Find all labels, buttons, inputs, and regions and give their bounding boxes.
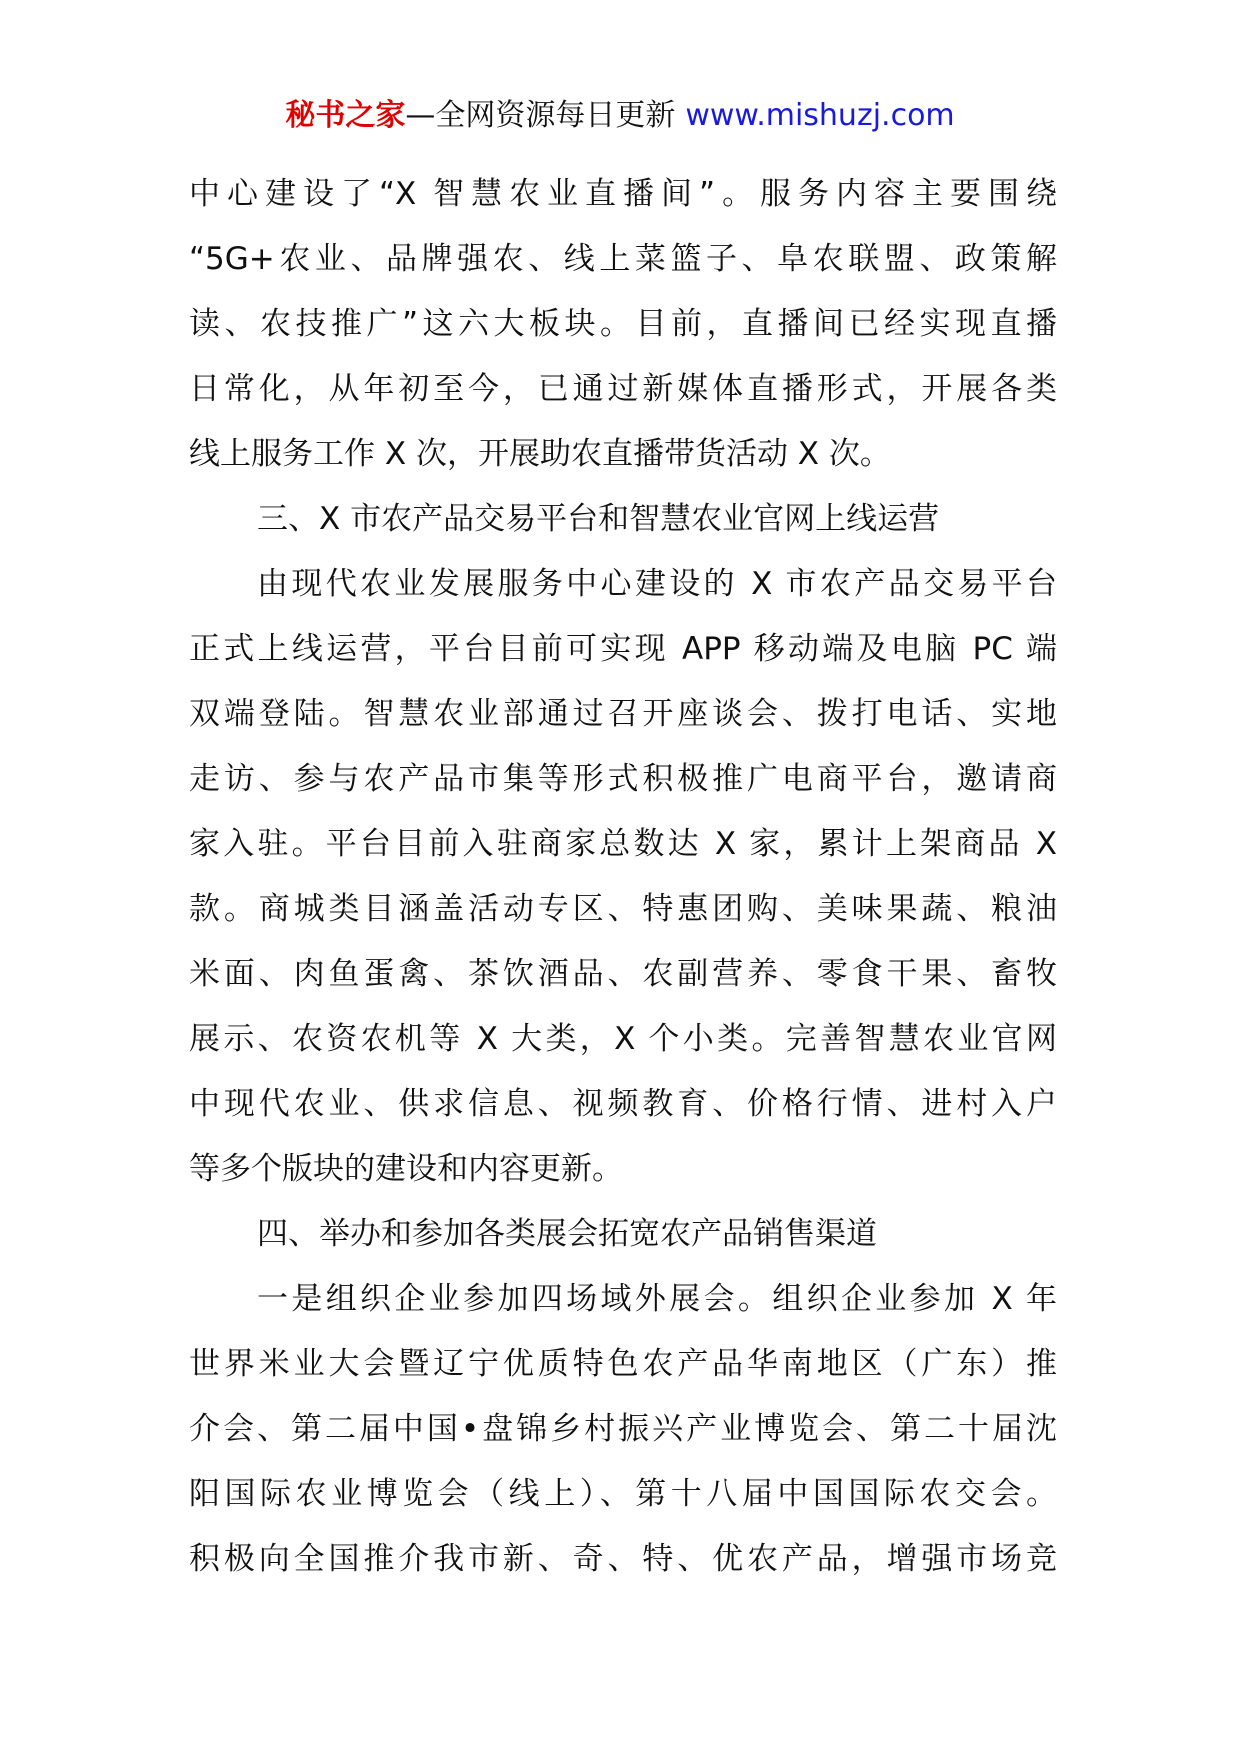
- body-line: 读、农技推广”这六大板块。目前，直播间已经实现直播: [189, 306, 1057, 342]
- body-line: “5G+农业、品牌强农、线上菜篮子、阜农联盟、政策解: [189, 241, 1057, 277]
- body-line: 走访、参与农产品市集等形式积极推广电商平台，邀请商: [189, 761, 1057, 797]
- site-tagline: —全网资源每日更新: [405, 98, 676, 133]
- body-line: 中心建设了“X 智慧农业直播间”。服务内容主要围绕: [189, 176, 1057, 212]
- site-brand: 秘书之家: [285, 98, 406, 133]
- body-line: 米面、肉鱼蛋禽、茶饮酒品、农副营养、零食干果、畜牧: [189, 956, 1057, 992]
- body-line: 阳国际农业博览会（线上）、第十八届中国国际农交会。: [189, 1476, 1057, 1512]
- site-url-link[interactable]: www.mishuzj.com: [685, 98, 955, 133]
- body-line: 线上服务工作 X 次，开展助农直播带货活动 X 次。: [189, 436, 891, 472]
- body-line: 由现代农业发展服务中心建设的 X 市农产品交易平台: [257, 566, 1057, 602]
- body-line: 家入驻。平台目前入驻商家总数达 X 家，累计上架商品 X: [189, 826, 1057, 862]
- site-header: [0, 96, 1240, 136]
- body-line: 介会、第二届中国•盘锦乡村振兴产业博览会、第二十届沈: [189, 1411, 1057, 1447]
- body-line: 款。商城类目涵盖活动专区、特惠团购、美味果蔬、粮油: [189, 891, 1057, 927]
- body-line: 正式上线运营，平台目前可实现 APP 移动端及电脑 PC 端: [189, 631, 1057, 667]
- body-line: 等多个版块的建设和内容更新。: [189, 1151, 623, 1187]
- body-line: 一是组织企业参加四场域外展会。组织企业参加 X 年: [257, 1281, 1057, 1317]
- body-line: 日常化，从年初至今，已通过新媒体直播形式，开展各类: [189, 371, 1057, 407]
- body-line: 展示、农资农机等 X 大类，X 个小类。完善智慧农业官网: [189, 1021, 1057, 1057]
- body-line: 双端登陆。智慧农业部通过召开座谈会、拨打电话、实地: [189, 696, 1057, 732]
- body-line: 积极向全国推介我市新、奇、特、优农产品，增强市场竞: [189, 1541, 1057, 1577]
- section-heading-3: 三、X 市农产品交易平台和智慧农业官网上线运营: [257, 501, 940, 537]
- body-line: 世界米业大会暨辽宁优质特色农产品华南地区（广东）推: [189, 1346, 1057, 1382]
- body-line: 中现代农业、供求信息、视频教育、价格行情、进村入户: [189, 1086, 1057, 1122]
- document-body: [189, 162, 1057, 1592]
- section-heading-4: 四、举办和参加各类展会拓宽农产品销售渠道: [257, 1216, 877, 1252]
